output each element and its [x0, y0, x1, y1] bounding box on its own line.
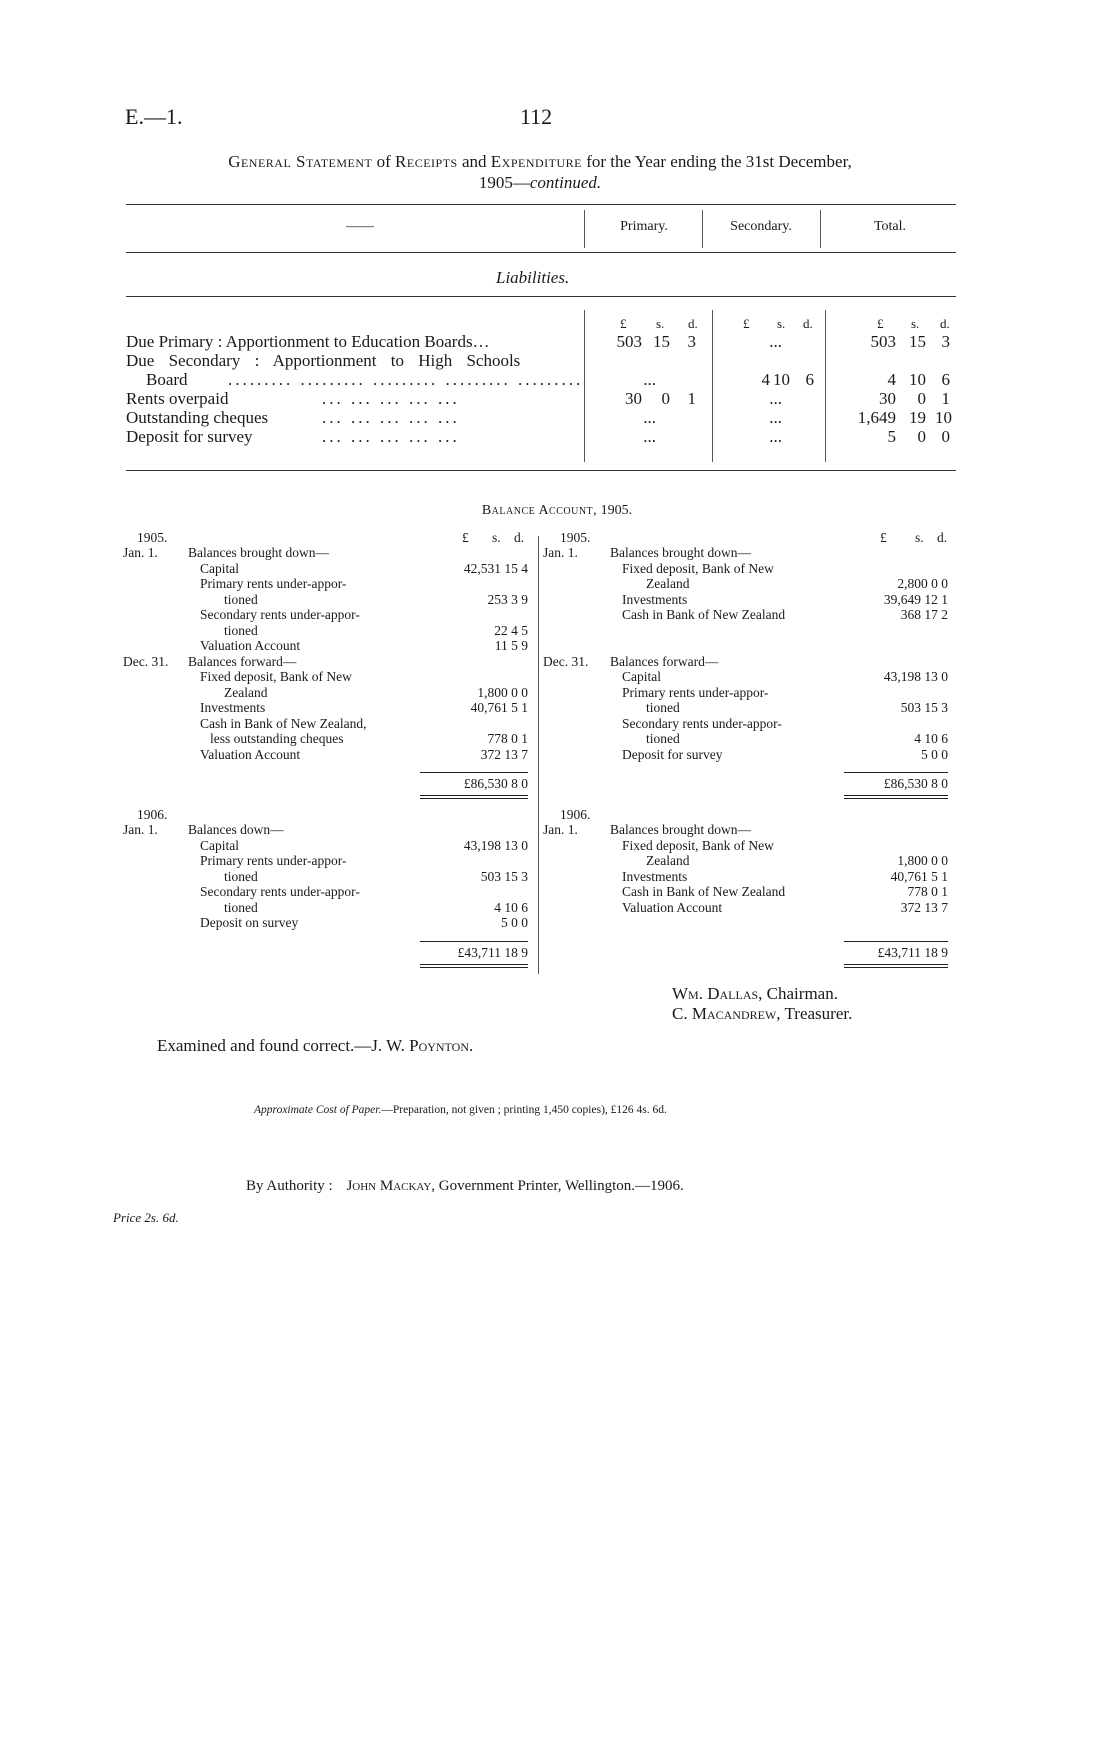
balance-line-amount: 503 15 3 [480, 868, 528, 884]
balance-line-label: tioned [646, 700, 680, 715]
printer-name: John Mackay, [346, 1178, 436, 1194]
bal-left-year-1905: 1905. [137, 530, 168, 545]
bal-right-total-1906: £43,711 18 9 [877, 945, 948, 960]
balance-line-label: Investments [622, 591, 688, 607]
col-divider-2 [702, 210, 703, 248]
liability-cheques-total-shillings: 19 [909, 408, 926, 427]
balance-title-text: Balance Account, [481, 503, 598, 518]
col-header-primary: Primary. [620, 219, 668, 234]
balance-line-amount: 40,761 5 1 [890, 868, 948, 884]
balance-line-amount: 253 3 9 [487, 591, 528, 607]
unit-shilling-secondary: s. [777, 316, 786, 331]
liability-label-board [126, 370, 584, 390]
bal-right-unit-pound: £ [880, 530, 887, 545]
balance-line-amount: 40,761 5 1 [470, 700, 528, 715]
liability-due-primary-total-pounds: 503 [870, 332, 896, 351]
rents-overpaid-label: Rents overpaid [126, 389, 229, 408]
balance-line-label: tioned [646, 731, 680, 746]
liability-cheques-primary: ... [643, 408, 656, 427]
balance-line-label: Cash in Bank of New Zealand [622, 884, 786, 899]
balance-line-label: tioned [224, 868, 258, 884]
balance-line-label: Fixed deposit, Bank of New [622, 560, 774, 576]
liability-board-secondary-shillings: 10 [773, 370, 790, 389]
balance-line-label: Balances brought down— [610, 822, 751, 837]
balance-line-label: Capital [200, 837, 239, 853]
unit-pound-secondary: £ [743, 316, 750, 331]
printing-authority [246, 1178, 684, 1195]
title-word-and: and [461, 152, 487, 171]
liability-deposit-primary: ... [643, 427, 656, 446]
liability-board-total-pounds: 4 [887, 370, 896, 389]
liability-board-total-pence: 6 [941, 370, 950, 389]
balance-line-label: Primary rents under-appor- [200, 576, 347, 591]
balance-line-amount: 5 0 0 [501, 915, 528, 930]
examiner-name: Poynton. [409, 1036, 474, 1055]
board-label: Board [146, 370, 188, 389]
balance-line-amount: 1,800 0 0 [897, 853, 948, 868]
section-rule [126, 296, 956, 297]
liability-label-rents-overpaid [126, 389, 460, 409]
col-divider-3 [820, 210, 821, 248]
balance-line-label: Primary rents under-appor- [200, 853, 347, 868]
balance-title-year: 1905. [600, 503, 633, 518]
balance-line-label: tioned [224, 622, 258, 638]
liability-deposit-total-pounds: 5 [887, 427, 896, 446]
signature-chairman [672, 984, 838, 1004]
unit-pound-total: £ [877, 316, 884, 331]
price [113, 1210, 179, 1226]
balance-line-label: Zealand [646, 576, 690, 591]
unit-pence-total: d. [940, 316, 950, 331]
liability-due-primary-secondary: ... [769, 332, 782, 351]
cost-label: Approximate Cost of Paper. [254, 1104, 382, 1116]
balance-line-label: Valuation Account [200, 746, 301, 762]
liability-due-primary-total-pence: 3 [941, 332, 950, 351]
liability-rents-total-pounds: 30 [879, 389, 896, 408]
leader-dots: ... ... ... ... ... [322, 389, 460, 408]
leader-dots: ... ... ... ... ... [322, 408, 460, 427]
col-header-blank: —— [346, 219, 374, 234]
liability-rents-secondary: ... [769, 389, 782, 408]
liability-cheques-total-pence: 10 [935, 408, 952, 427]
balance-account-title [0, 503, 1114, 519]
bal-right-total-rule-top [844, 772, 948, 773]
price-text: Price 2s. 6d. [113, 1210, 179, 1225]
liability-deposit-total-pence: 0 [941, 427, 950, 446]
balance-date: Dec. 31. [543, 653, 589, 669]
bal-left-total-1905: £86,530 8 0 [463, 776, 528, 791]
deposit-survey-label: Deposit for survey [126, 427, 253, 446]
balance-line-amount: 4 10 6 [914, 731, 948, 746]
bal-right-unit-pence: d. [937, 530, 948, 545]
title-word-of: of [376, 152, 391, 171]
balance-line-label: Deposit for survey [622, 746, 723, 762]
balance-line-label: Fixed deposit, Bank of New [200, 669, 352, 684]
bal-left-total2-rule-bottom [420, 964, 528, 968]
liability-due-primary-primary-pence: 3 [687, 332, 696, 351]
balance-line-label: Capital [622, 669, 661, 684]
leader-dots: ... ... ... ... ... [322, 427, 460, 446]
bal-right-year-1906: 1906. [560, 807, 591, 822]
title-word-general-statement: General Statement [228, 152, 373, 171]
balance-date: Jan. 1. [543, 822, 578, 837]
balance-line-label: Secondary rents under-appor- [200, 884, 360, 899]
treasurer-name: C. Macandrew, [672, 1004, 781, 1023]
liability-due-primary-primary-shillings: 15 [653, 332, 670, 351]
leader-dots: ......... ......... ......... ......... ......... [228, 370, 584, 389]
balance-line-label: Valuation Account [200, 638, 301, 653]
bal-left-total-rule-bottom [420, 795, 528, 799]
liability-rents-primary-shillings: 0 [661, 389, 670, 408]
authority-suffix: Government Printer, Wellington.—1906. [438, 1178, 684, 1194]
bal-left-unit-pound: £ [462, 530, 469, 545]
liability-label-due-primary: Due Primary : Apportionment to Education Boards… [126, 332, 490, 351]
bal-right-total-rule-bottom [844, 795, 948, 799]
balance-line-amount: 503 15 3 [900, 700, 948, 715]
examined-statement [157, 1036, 473, 1056]
liability-deposit-total-shillings: 0 [917, 427, 926, 446]
balance-date: Jan. 1. [543, 545, 578, 560]
statement-title [120, 151, 960, 193]
balance-line-amount: 22 4 5 [494, 622, 528, 638]
outstanding-cheques-label: Outstanding cheques [126, 408, 269, 427]
bal-left-total2-rule-top [420, 941, 528, 942]
balance-line-amount: 372 13 7 [480, 746, 528, 762]
liability-label-deposit-survey [126, 427, 460, 447]
balance-line-amount: 11 5 9 [494, 638, 528, 653]
balance-line-label: Cash in Bank of New Zealand, [200, 715, 367, 731]
liability-cheques-secondary: ... [769, 408, 782, 427]
balance-line-label: Zealand [646, 853, 690, 868]
document-code: E.—1. [125, 104, 183, 129]
bal-right-unit-shilling: s. [915, 530, 924, 545]
balance-line-label: Balances brought down— [188, 545, 329, 560]
balance-line-amount: 372 13 7 [900, 899, 948, 915]
balance-line-amount: 43,198 13 0 [883, 669, 948, 684]
bal-left-unit-shilling: s. [492, 530, 501, 545]
balance-line-label: Investments [200, 700, 266, 715]
balance-date: Jan. 1. [123, 822, 158, 837]
unit-pound-primary: £ [620, 316, 627, 331]
chairman-role: Chairman. [766, 984, 838, 1003]
title-word-rest: for the Year ending the 31st December, [586, 152, 852, 171]
title-word-expenditure: Expenditure [490, 152, 582, 171]
cost-text: —Preparation, not given ; printing 1,450 copies), £126 4s. 6d. [381, 1104, 667, 1116]
balance-line-label: Valuation Account [622, 899, 723, 915]
chairman-name: Wm. Dallas, [672, 984, 763, 1003]
treasurer-role: Treasurer. [784, 1004, 853, 1023]
body-divider-3 [825, 310, 826, 462]
title-continued: continued. [529, 173, 602, 192]
balance-line-label: Zealand [224, 684, 268, 700]
balance-line-label: tioned [224, 591, 258, 607]
examined-text: Examined and found correct.—J. W. [157, 1036, 405, 1055]
unit-shilling-total: s. [911, 316, 920, 331]
body-divider-1 [584, 310, 585, 462]
balance-line-label: Fixed deposit, Bank of New [622, 837, 774, 853]
liability-due-primary-primary-pounds: 503 [616, 332, 642, 351]
bal-right-total-1905: £86,530 8 0 [883, 776, 948, 791]
balance-line-label: less outstanding cheques [210, 731, 344, 746]
balance-line-amount: 778 0 1 [487, 731, 528, 746]
balance-line-amount: 1,800 0 0 [477, 684, 528, 700]
balance-line-amount: 368 17 2 [900, 607, 948, 622]
liability-deposit-secondary: ... [769, 427, 782, 446]
balance-line-label: Secondary rents under-appor- [200, 607, 360, 622]
balance-center-divider [538, 536, 539, 974]
bal-right-total2-rule-bottom [844, 964, 948, 968]
balance-line-label: tioned [224, 899, 258, 915]
liability-rents-total-pence: 1 [941, 389, 950, 408]
balance-line-label: Balances forward— [188, 653, 297, 669]
page-number: 112 [520, 104, 553, 129]
approximate-cost [254, 1104, 667, 1116]
col-header-secondary: Secondary. [730, 219, 792, 234]
bal-left-unit-pence: d. [514, 530, 525, 545]
liability-cheques-total-pounds: 1,649 [857, 408, 896, 427]
title-year: 1905— [478, 173, 530, 192]
liability-rents-total-shillings: 0 [917, 389, 926, 408]
balance-line-amount: 43,198 13 0 [463, 837, 528, 853]
col-header-total: Total. [873, 219, 907, 234]
balance-line-label: Secondary rents under-appor- [622, 715, 782, 731]
liability-rents-primary-pounds: 30 [625, 389, 642, 408]
bal-right-year-1905: 1905. [560, 530, 591, 545]
authority-prefix: By Authority : [246, 1178, 333, 1194]
liabilities-heading: Liabilities. [496, 268, 570, 287]
balance-line-label: Cash in Bank of New Zealand [622, 607, 786, 622]
liability-board-secondary-pounds: 4 [761, 370, 770, 389]
balance-line-label: Investments [622, 868, 688, 884]
body-divider-2 [712, 310, 713, 462]
table-bottom-rule [126, 470, 956, 471]
unit-shilling-primary: s. [656, 316, 665, 331]
table-top-rule [126, 204, 956, 205]
liability-board-secondary-pence: 6 [805, 370, 814, 389]
liability-board-primary: ... [643, 370, 656, 389]
signature-treasurer [672, 1004, 852, 1024]
bal-left-year-1906: 1906. [137, 807, 168, 822]
unit-pence-secondary: d. [803, 316, 813, 331]
unit-pence-primary: d. [688, 316, 698, 331]
balance-line-amount: 778 0 1 [907, 884, 948, 899]
liability-label-due-secondary: Due Secondary : Apportionment to High Schools [126, 351, 521, 370]
bal-left-total-rule-top [420, 772, 528, 773]
balance-date: Dec. 31. [123, 653, 169, 669]
balance-line-label: Balances down— [188, 822, 284, 837]
table-header-rule [126, 252, 956, 253]
balance-line-label: Balances brought down— [610, 545, 751, 560]
title-word-receipts: Receipts [395, 152, 458, 171]
liability-label-outstanding-cheques [126, 408, 460, 428]
liability-board-total-shillings: 10 [909, 370, 926, 389]
liability-due-primary-total-shillings: 15 [909, 332, 926, 351]
balance-line-label: Deposit on survey [200, 915, 299, 930]
balance-date: Jan. 1. [123, 545, 158, 560]
col-divider-1 [584, 210, 585, 248]
balance-line-label: Primary rents under-appor- [622, 684, 769, 700]
balance-line-amount: 2,800 0 0 [897, 576, 948, 591]
balance-line-amount: 4 10 6 [494, 899, 528, 915]
balance-line-amount: 39,649 12 1 [883, 591, 948, 607]
balance-line-label: Capital [200, 560, 239, 576]
balance-line-label: Balances forward— [610, 653, 719, 669]
liability-rents-primary-pence: 1 [687, 389, 696, 408]
bal-right-total2-rule-top [844, 941, 948, 942]
balance-line-amount: 5 0 0 [921, 746, 948, 762]
balance-line-amount: 42,531 15 4 [463, 560, 528, 576]
bal-left-total-1906: £43,711 18 9 [457, 945, 528, 960]
